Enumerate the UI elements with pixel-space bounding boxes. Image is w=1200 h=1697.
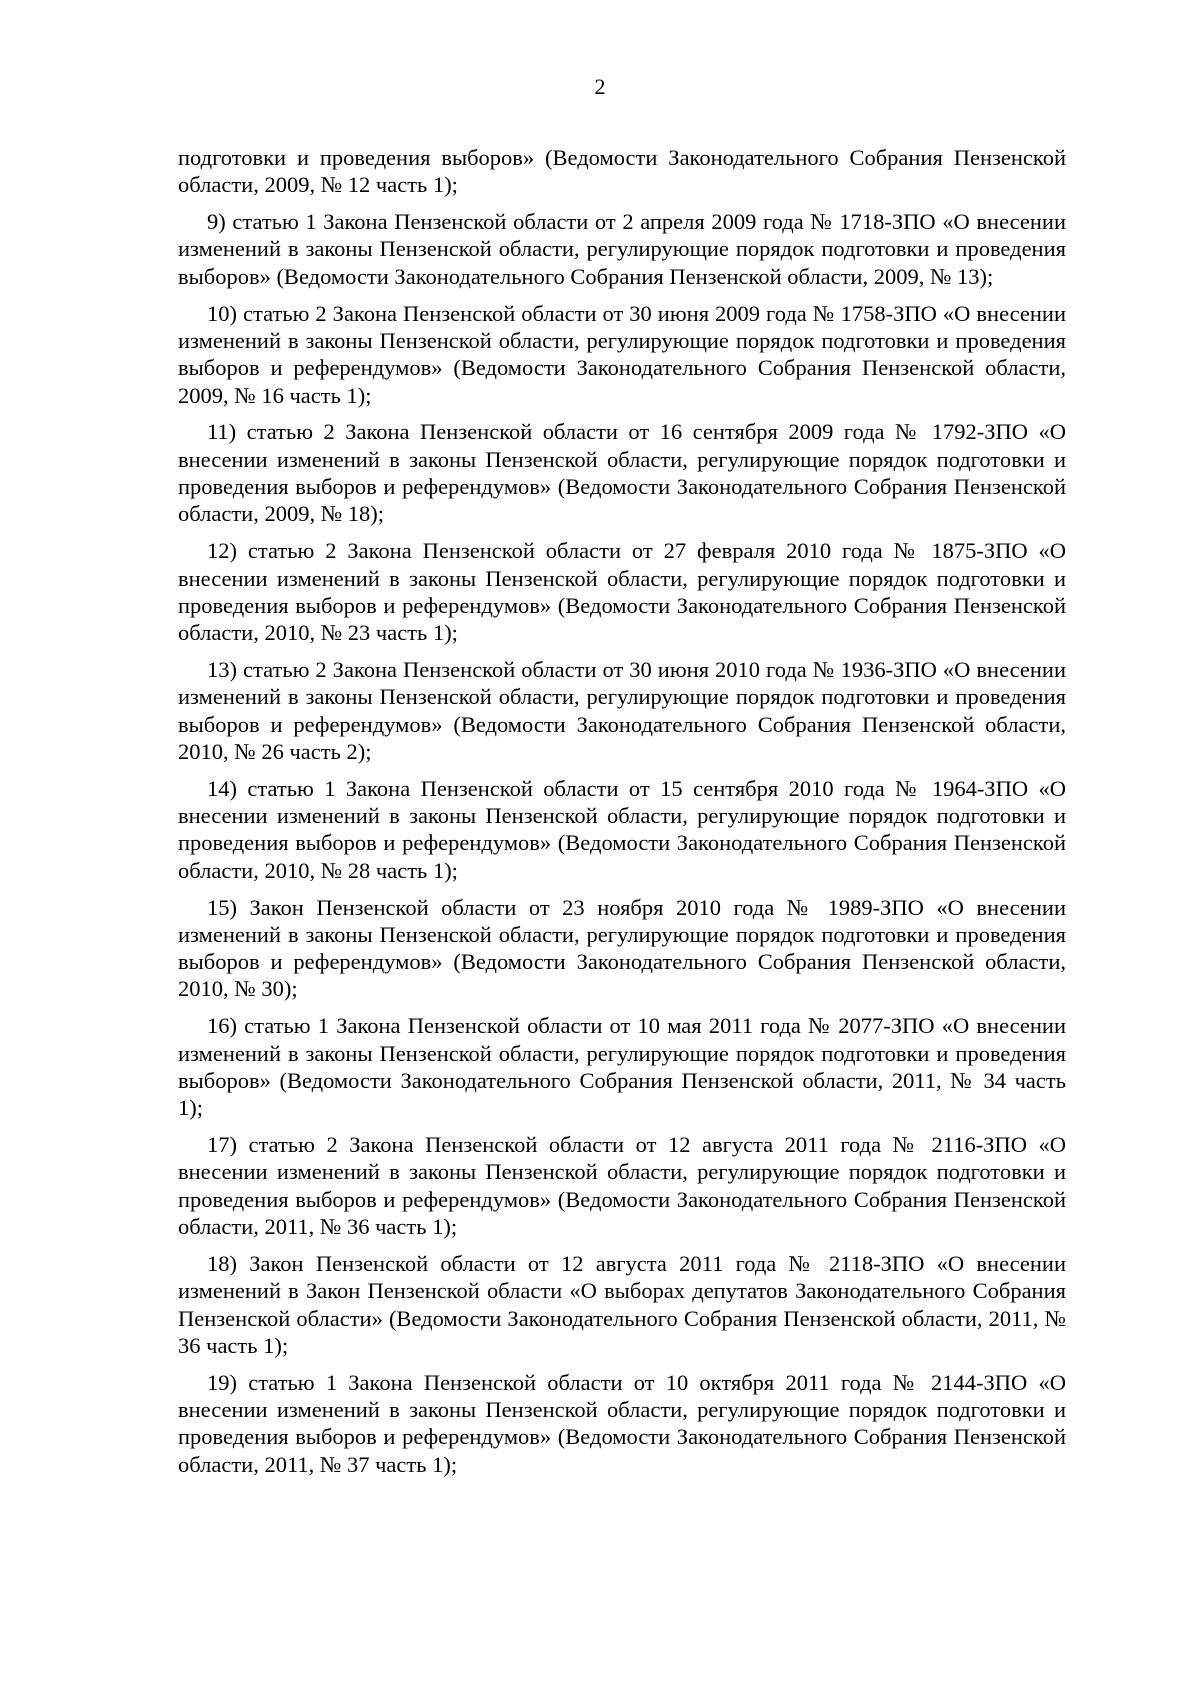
page-number: 2 (594, 74, 606, 99)
list-item-16: 16) статью 1 Закона Пензенской области от 10 мая 2011 года № 2077-ЗПО «О внесении изменений в законы Пензенской области, регулирующие порядок подготовки и проведения выборов» (Ведомости Законодательного Собрания Пензенской области, 2011, № 34 часть 1); (178, 1013, 1066, 1121)
list-item-10: 10) статью 2 Закона Пензенской области от 30 июня 2009 года № 1758-ЗПО «О внесении изменений в законы Пензенской области, регулирующие порядок подготовки и проведения выборов и референдумов» (Ведомости Законодательного Собрания Пензенской области, 2009, № 16 часть 1); (178, 300, 1066, 408)
list-item-9: 9) статью 1 Закона Пензенской области от 2 апреля 2009 года № 1718-ЗПО «О внесении изменений в законы Пензенской области, регулирующие порядок подготовки и проведения выборов» (Ведомости Законодательного Собрания Пензенской области, 2009, № 13); (178, 209, 1066, 289)
list-item-13: 13) статью 2 Закона Пензенской области от 30 июня 2010 года № 1936-ЗПО «О внесении изменений в законы Пензенской области, регулирующие порядок подготовки и проведения выборов и референдумов» (Ведомости Законодательного Собрания Пензенской области, 2010, № 26 часть 2); (178, 657, 1066, 764)
document-body (178, 144, 1066, 1487)
list-item-12: 12) статью 2 Закона Пензенской области от 27 февраля 2010 года № 1875-ЗПО «О внесении изменений в законы Пензенской области, регулирующие порядок подготовки и проведения выборов и референдумов» (Ведомости Законодательного Собрания Пензенской области, 2010, № 23 часть 1); (178, 538, 1066, 646)
list-item-14: 14) статью 1 Закона Пензенской области от 15 сентября 2010 года № 1964-ЗПО «О внесении изменений в законы Пензенской области, регулирующие порядок подготовки и проведения выборов и референдумов» (Ведомости Законодательного Собрания Пензенской области, 2010, № 28 часть 1); (178, 775, 1066, 883)
paragraph-continuation: подготовки и проведения выборов» (Ведомости Законодательного Собрания Пензенской области, 2009, № 12 часть 1); (178, 145, 1066, 198)
list-item-18: 18) Закон Пензенской области от 12 августа 2011 года № 2118-ЗПО «О внесении изменений в Закон Пензенской области «О выборах депутатов Законодательного Собрания Пензенской области» (Ведомости Законодательного Собрания Пензенской области, 2011, № 36 часть 1); (178, 1250, 1066, 1358)
list-item-11: 11) статью 2 Закона Пензенской области от 16 сентября 2009 года № 1792-ЗПО «О внесении изменений в законы Пензенской области, регулирующие порядок подготовки и проведения выборов и референдумов» (Ведомости Законодательного Собрания Пензенской области, 2009, № 18); (178, 419, 1066, 527)
list-item-19: 19) статью 1 Закона Пензенской области от 10 октября 2011 года № 2144-ЗПО «О внесении изменений в законы Пензенской области, регулирующие порядок подготовки и проведения выборов и референдумов» (Ведомости Законодательного Собрания Пензенской области, 2011, № 37 часть 1); (178, 1369, 1066, 1477)
list-item-17: 17) статью 2 Закона Пензенской области от 12 августа 2011 года № 2116-ЗПО «О внесении изменений в законы Пензенской области, регулирующие порядок подготовки и проведения выборов и референдумов» (Ведомости Законодательного Собрания Пензенской области, 2011, № 36 часть 1); (178, 1132, 1066, 1240)
list-item-15: 15) Закон Пензенской области от 23 ноября 2010 года № 1989-ЗПО «О внесении изменений в законы Пензенской области, регулирующие порядок подготовки и проведения выборов и референдумов» (Ведомости Законодательного Собрания Пензенской области, 2010, № 30); (178, 894, 1066, 1002)
